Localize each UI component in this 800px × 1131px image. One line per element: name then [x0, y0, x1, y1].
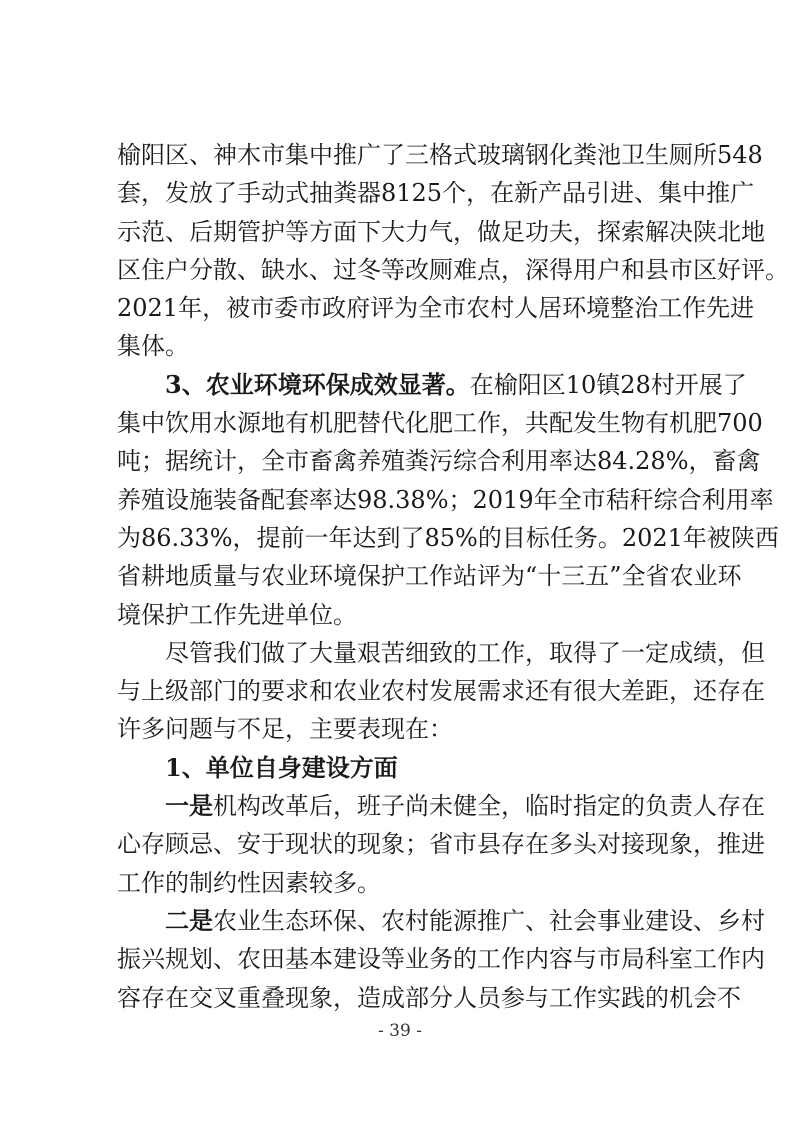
text-run: 机构改革后，班子尚未健全，临时指定的负责人存在: [213, 792, 765, 821]
paragraph: [117, 787, 765, 902]
point-label: 二是: [165, 905, 213, 935]
text-line: 尽管我们做了大量艰苦细致的工作，取得了一定成绩，但: [165, 638, 765, 667]
paragraph: [117, 136, 789, 366]
text-line: 集体。: [117, 332, 189, 361]
section-heading: 3、农业环境环保成效显著。: [165, 369, 470, 399]
text-line: 吨；据统计，全市畜禽养殖粪污综合利用率达84.28%，畜禽: [117, 447, 761, 476]
text-line: 区住户分散、缺水、过冬等改厕难点，深得用户和县市区好评。: [117, 255, 789, 284]
text-line: [117, 366, 747, 404]
text-line: 心存顾忌、安于现状的现象；省市县存在多头对接现象，推进: [117, 830, 765, 859]
document-body: [117, 136, 789, 1017]
text-line: 容存在交叉重叠现象，造成部分人员参与工作实践的机会不: [117, 983, 741, 1012]
text-line: 许多问题与不足，主要表现在：: [117, 715, 453, 744]
paragraph: [117, 902, 765, 1017]
text-line: [117, 749, 689, 787]
paragraph: [117, 634, 765, 749]
page-number: - 39 -: [378, 1021, 422, 1041]
text-line: 集中饮用水源地有机肥替代化肥工作，共配发生物有机肥700: [117, 409, 763, 438]
point-label: 一是: [165, 791, 213, 821]
text-line: 2021年，被市委市政府评为全市农村人居环境整治工作先进: [117, 294, 755, 323]
text-line: 养殖设施装备配套率达98.38%；2019年全市秸秆综合利用率: [117, 485, 774, 514]
text-line: 榆阳区、神木市集中推广了三格式玻璃钢化粪池卫生厕所548: [117, 141, 763, 169]
text-run: 农业生态环保、农村能源推广、社会事业建设、乡村: [213, 906, 765, 935]
text-run: 在榆阳区10镇28村开展了: [469, 370, 747, 399]
text-line: 工作的制约性因素较多。: [117, 868, 381, 897]
paragraph: [117, 366, 779, 634]
text-line: 与上级部门的要求和农业农村发展需求还有很大差距，还存在: [117, 677, 765, 706]
text-line: 示范、后期管护等方面下大力气，做足功夫，探索解决陕北地: [117, 217, 765, 246]
text-line: 振兴规划、农田基本建设等业务的工作内容与市局科室工作内: [117, 945, 765, 974]
text-line: 为86.33%，提前一年达到了85%的目标任务。2021年被陕西: [117, 523, 779, 552]
paragraph: [117, 749, 689, 787]
text-line: 境保护工作先进单位。: [117, 600, 357, 629]
section-heading: 1、单位自身建设方面: [165, 752, 398, 782]
text-line: [117, 787, 765, 825]
text-line: [117, 902, 765, 940]
text-line: 套，发放了手动式抽粪器8125个，在新产品引进、集中推广: [117, 179, 755, 208]
text-line: 省耕地质量与农业环境保护工作站评为“十三五”全省农业环: [117, 562, 742, 591]
